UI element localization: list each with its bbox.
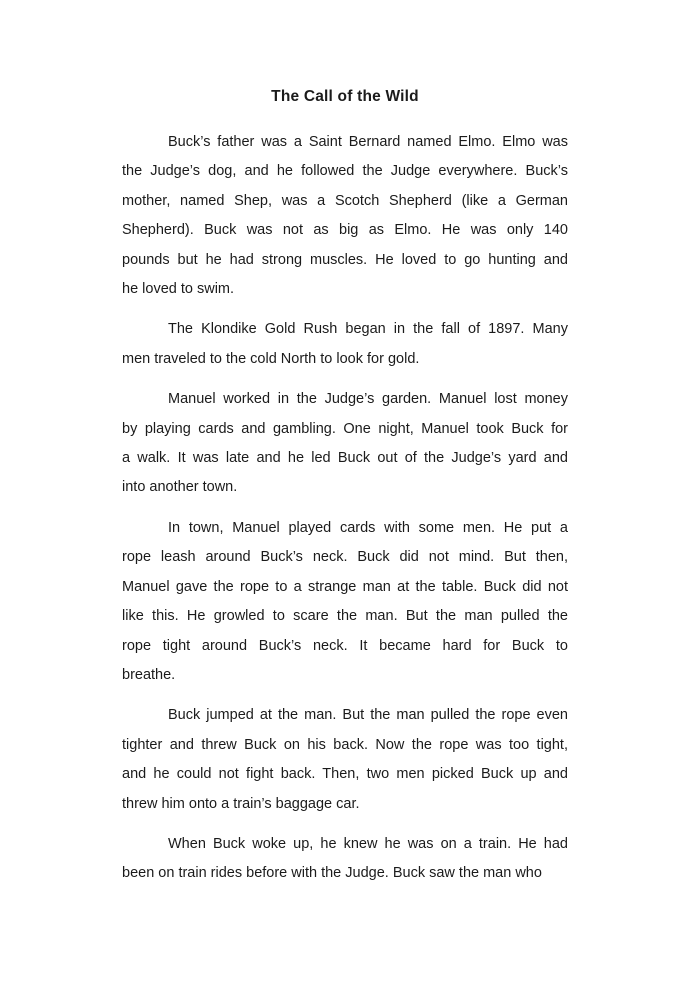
text-line: been on train rides before with the Judge. Buck saw the man who — [122, 865, 542, 882]
text-line: into another town. — [122, 479, 238, 496]
text-line: Manuel worked in the Judge’s garden. Manuel lost money — [168, 391, 568, 408]
paragraph — [122, 128, 568, 304]
text-line: a walk. It was late and he led Buck out of the Judge’s yard and — [122, 450, 568, 467]
text-line: the Judge’s dog, and he followed the Judge everywhere. Buck’s — [122, 163, 568, 180]
text-line: tighter and threw Buck on his back. Now the rope was too tight, — [122, 736, 568, 753]
text-line: he loved to swim. — [122, 281, 235, 298]
text-line: Buck’s father was a Saint Bernard named Elmo. Elmo was — [168, 134, 568, 150]
document-body — [122, 128, 568, 889]
text-line: When Buck woke up, he knew he was on a train. He had — [168, 835, 568, 852]
text-line: mother, named Shep, was a Scotch Shepherd (like a German — [122, 192, 568, 209]
text-line: pounds but he had strong muscles. He loved to go hunting and — [122, 251, 568, 268]
text-line: by playing cards and gambling. One night, Manuel took Buck for — [122, 420, 568, 437]
text-line: like this. He growled to scare the man. But the man pulled the — [122, 608, 568, 625]
text-line: The Klondike Gold Rush began in the fall of 1897. Many — [168, 321, 568, 338]
paragraph — [122, 830, 568, 889]
text-line: Manuel gave the rope to a strange man at the table. Buck did not — [122, 578, 568, 595]
text-line: rope leash around Buck’s neck. Buck did not mind. But then, — [122, 549, 568, 566]
paragraph — [122, 385, 568, 503]
text-line: In town, Manuel played cards with some men. He put a — [168, 519, 568, 536]
text-line: and he could not fight back. Then, two men picked Buck up and — [122, 766, 568, 783]
document-content — [122, 87, 568, 900]
text-line: Buck jumped at the man. But the man pulled the rope even — [168, 707, 568, 724]
text-line: Shepherd). Buck was not as big as Elmo. He was only 140 — [122, 222, 568, 239]
text-line: breathe. — [122, 666, 176, 683]
text-line: threw him onto a train’s baggage car. — [122, 795, 360, 812]
paragraph — [122, 514, 568, 690]
page-title: The Call of the Wild — [271, 88, 419, 105]
paragraph — [122, 315, 568, 374]
paragraph — [122, 701, 568, 819]
text-line: rope tight around Buck’s neck. It became hard for Buck to — [122, 637, 568, 654]
text-line: men traveled to the cold North to look for gold. — [122, 350, 420, 367]
